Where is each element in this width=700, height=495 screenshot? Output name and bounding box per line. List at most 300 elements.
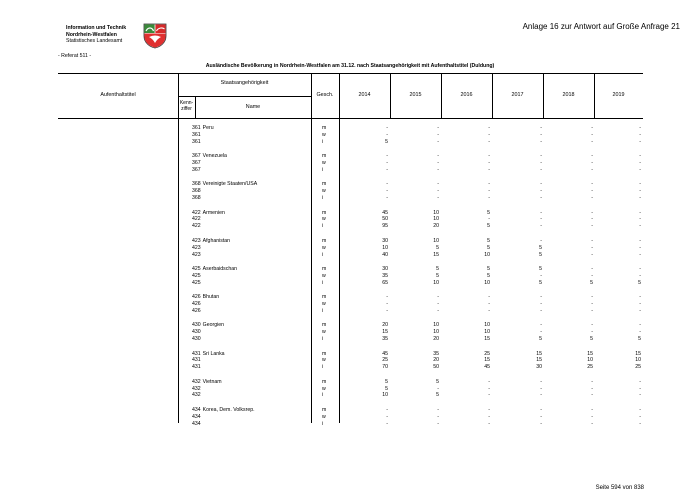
value-cell-2018: - [591, 209, 593, 216]
value-cell-2015: - [437, 385, 439, 392]
value-cell-2017: 5 [539, 251, 542, 258]
org-line-3: Statistisches Landesamt [66, 38, 123, 45]
country-code-name [192, 125, 214, 132]
value-cell-2016: 5 [487, 237, 490, 244]
table-row [0, 329, 700, 336]
value-cell-2014: - [386, 301, 388, 308]
value-cell-2015: 35 [433, 350, 439, 357]
value-cell-2015: - [437, 131, 439, 138]
value-cell-2015: - [437, 406, 439, 413]
sex-cell: i [322, 336, 324, 343]
value-cell-2014: 20 [382, 322, 388, 329]
table-row [0, 210, 700, 217]
value-cell-2017: 15 [536, 357, 542, 364]
value-cell-2017: - [540, 392, 542, 399]
sex-cell: w [322, 413, 326, 420]
value-cell-2019: - [639, 251, 641, 258]
value-cell-2015: - [437, 166, 439, 173]
value-cell-2017: - [540, 131, 542, 138]
table-row [0, 386, 700, 393]
value-cell-2017: - [540, 166, 542, 173]
value-cell-2015: - [437, 153, 439, 160]
sex-cell: i [322, 420, 324, 427]
value-cell-2018: - [591, 251, 593, 258]
value-cell-2016: - [488, 216, 490, 223]
value-cell-2014: - [386, 153, 388, 160]
value-cell-2018: - [591, 307, 593, 314]
value-cell-2018: - [591, 237, 593, 244]
sex-cell: w [322, 188, 326, 195]
value-cell-2017: 15 [536, 350, 542, 357]
header-kennziffer-line-2: ziffer [181, 106, 192, 113]
value-cell-2014: 45 [382, 350, 388, 357]
value-cell-2018: - [591, 420, 593, 427]
value-cell-2018: 5 [590, 279, 593, 286]
country-code: 422 [192, 216, 201, 223]
value-cell-2018: - [591, 125, 593, 131]
value-cell-2015: - [437, 413, 439, 420]
header-geschlecht: Gesch. [316, 92, 334, 98]
country-name: Sri Lanka [202, 350, 225, 357]
value-cell-2015: 10 [433, 279, 439, 286]
sex-cell: w [322, 329, 326, 336]
country-code-name [192, 379, 222, 386]
value-cell-2014: - [386, 181, 388, 188]
sex-cell: m [322, 125, 327, 131]
value-cell-2015: - [437, 294, 439, 301]
country-code-name [192, 407, 255, 414]
value-cell-2016: - [488, 301, 490, 308]
value-cell-2019: 10 [635, 357, 641, 364]
country-code: 426 [192, 307, 201, 314]
value-cell-2016: - [488, 385, 490, 392]
value-cell-2017: - [540, 195, 542, 202]
value-cell-2019: - [639, 307, 641, 314]
value-cell-2016: - [488, 307, 490, 314]
header-year-2016: 2016 [460, 92, 473, 98]
country-name: Afghanistan [202, 237, 231, 244]
value-cell-2014: 45 [382, 209, 388, 216]
value-cell-2019: - [639, 125, 641, 131]
value-cell-2016: - [488, 160, 490, 167]
value-cell-2016: - [488, 166, 490, 173]
value-cell-2018: - [591, 294, 593, 301]
document-title: Anlage 16 zur Antwort auf Große Anfrage 21 [522, 22, 680, 31]
value-cell-2018: - [591, 322, 593, 329]
value-cell-2014: 5 [385, 385, 388, 392]
country-code: 361 [192, 131, 201, 138]
value-cell-2018: - [591, 181, 593, 188]
org-line-1: Information und Technik [66, 25, 127, 31]
value-cell-2017: 30 [536, 364, 542, 371]
country-name: Aserbaidschan [202, 265, 237, 272]
sex-cell: m [322, 153, 327, 160]
country-group [0, 181, 700, 209]
value-cell-2019: - [639, 195, 641, 202]
value-cell-2016: - [488, 406, 490, 413]
value-cell-2019: - [639, 216, 641, 223]
value-cell-2015: - [437, 125, 439, 131]
country-group [0, 294, 700, 322]
header-kennziffer-line-1: Kenn- [179, 100, 194, 106]
country-code: 426 [192, 301, 201, 308]
table-row [0, 181, 700, 188]
value-cell-2018: - [591, 195, 593, 202]
header-aufenthaltstitel: Aufenthaltstitel [100, 92, 136, 98]
value-cell-2014: 30 [382, 237, 388, 244]
sex-cell: m [322, 294, 327, 301]
value-cell-2015: 20 [433, 357, 439, 364]
value-cell-2019: - [639, 153, 641, 160]
value-cell-2018: - [591, 131, 593, 138]
value-cell-2019: 15 [635, 350, 641, 357]
value-cell-2014: 35 [382, 272, 388, 279]
value-cell-2017: - [540, 294, 542, 301]
value-cell-2019: - [639, 166, 641, 173]
table-row [0, 125, 700, 132]
value-cell-2014: - [386, 195, 388, 202]
value-cell-2015: 50 [433, 364, 439, 371]
value-cell-2019: 5 [638, 279, 641, 286]
value-cell-2016: 5 [487, 265, 490, 272]
value-cell-2014: 15 [382, 329, 388, 336]
country-code: 434 [192, 406, 201, 413]
value-cell-2018: - [591, 153, 593, 160]
country-group [0, 407, 700, 435]
value-cell-2019: - [639, 138, 641, 145]
table-row [0, 160, 700, 167]
sex-cell: w [322, 385, 326, 392]
value-cell-2015: 10 [433, 329, 439, 336]
value-cell-2018: 25 [587, 364, 593, 371]
value-cell-2018: - [591, 160, 593, 167]
country-code-name [192, 238, 230, 245]
value-cell-2016: - [488, 125, 490, 131]
table-row [0, 421, 700, 428]
value-cell-2019: - [639, 272, 641, 279]
country-code: 367 [192, 166, 201, 173]
value-cell-2015: - [437, 188, 439, 195]
country-group [0, 125, 700, 153]
value-cell-2017: - [540, 413, 542, 420]
value-cell-2014: 10 [382, 244, 388, 251]
table-row [0, 139, 700, 146]
value-cell-2015: - [437, 181, 439, 188]
country-code: 367 [192, 160, 201, 167]
table-row [0, 407, 700, 414]
country-name: Vietnam [202, 378, 222, 385]
header-year-2014: 2014 [358, 92, 371, 98]
country-group [0, 322, 700, 350]
value-cell-2015: 10 [433, 209, 439, 216]
table-row [0, 266, 700, 273]
table-row [0, 280, 700, 287]
value-cell-2014: - [386, 188, 388, 195]
value-cell-2014: - [386, 413, 388, 420]
value-cell-2019: - [639, 209, 641, 216]
value-cell-2014: - [386, 166, 388, 173]
value-cell-2015: - [437, 160, 439, 167]
value-cell-2017: 5 [539, 336, 542, 343]
sex-cell: i [322, 251, 324, 258]
value-cell-2019: - [639, 392, 641, 399]
country-code-name [192, 351, 225, 358]
country-code: 425 [192, 279, 201, 286]
value-cell-2016: 10 [484, 329, 490, 336]
value-cell-2016: - [488, 138, 490, 145]
value-cell-2019: - [639, 406, 641, 413]
country-code: 422 [192, 209, 201, 216]
country-code: 423 [192, 237, 201, 244]
sex-cell: w [322, 357, 326, 364]
value-cell-2015: 5 [436, 265, 439, 272]
value-cell-2015: - [437, 301, 439, 308]
value-cell-2015: - [437, 420, 439, 427]
value-cell-2016: 5 [487, 223, 490, 230]
table-row [0, 357, 700, 364]
country-code-name [192, 210, 225, 217]
value-cell-2018: 15 [587, 350, 593, 357]
value-cell-2017: - [540, 378, 542, 385]
value-cell-2014: - [386, 160, 388, 167]
value-cell-2018: - [591, 272, 593, 279]
header-year-2017: 2017 [511, 92, 524, 98]
value-cell-2019: - [639, 131, 641, 138]
value-cell-2019: - [639, 420, 641, 427]
table-row [0, 301, 700, 308]
table-row [0, 132, 700, 139]
header-kennziffer [178, 100, 195, 113]
header-bottom-border [58, 118, 643, 119]
value-cell-2016: - [488, 181, 490, 188]
value-cell-2017: - [540, 329, 542, 336]
country-code: 425 [192, 272, 201, 279]
value-cell-2016: 25 [484, 350, 490, 357]
value-cell-2019: - [639, 329, 641, 336]
value-cell-2016: 45 [484, 364, 490, 371]
sex-cell: m [322, 322, 327, 329]
table-row [0, 351, 700, 358]
value-cell-2014: - [386, 131, 388, 138]
value-cell-2016: 5 [487, 272, 490, 279]
value-cell-2018: - [591, 265, 593, 272]
sex-cell: i [322, 392, 324, 399]
table-row [0, 294, 700, 301]
country-name: Korea, Dem. Volksrep. [202, 406, 255, 413]
value-cell-2014: 5 [385, 138, 388, 145]
value-cell-2017: - [540, 301, 542, 308]
value-cell-2019: - [639, 322, 641, 329]
country-name: Bhutan [202, 294, 220, 301]
sex-cell: m [322, 378, 327, 385]
sex-cell: i [322, 166, 324, 173]
value-cell-2019: - [639, 223, 641, 230]
value-cell-2017: - [540, 181, 542, 188]
value-cell-2016: - [488, 420, 490, 427]
table-row [0, 223, 700, 230]
sex-cell: i [322, 138, 324, 145]
value-cell-2014: 25 [382, 357, 388, 364]
value-cell-2017: - [540, 406, 542, 413]
value-cell-2017: - [540, 153, 542, 160]
sex-cell: i [322, 223, 324, 230]
sex-cell: i [322, 195, 324, 202]
value-cell-2019: - [639, 181, 641, 188]
value-cell-2019: - [639, 413, 641, 420]
value-cell-2018: - [591, 188, 593, 195]
value-cell-2019: - [639, 160, 641, 167]
value-cell-2019: - [639, 188, 641, 195]
country-code: 368 [192, 181, 201, 188]
value-cell-2018: - [591, 223, 593, 230]
value-cell-2016: - [488, 378, 490, 385]
country-code: 431 [192, 364, 201, 371]
organization-name [66, 25, 126, 45]
country-name: Georgien [202, 322, 224, 329]
table-row [0, 379, 700, 386]
value-cell-2018: - [591, 216, 593, 223]
country-code: 361 [192, 138, 201, 145]
value-cell-2017: - [540, 209, 542, 216]
country-code: 361 [192, 125, 201, 131]
value-cell-2017: - [540, 322, 542, 329]
value-cell-2015: 20 [433, 336, 439, 343]
value-cell-2014: - [386, 307, 388, 314]
value-cell-2017: - [540, 125, 542, 131]
value-cell-2015: 5 [436, 272, 439, 279]
value-cell-2016: - [488, 153, 490, 160]
country-code-name [192, 181, 257, 188]
country-code: 422 [192, 223, 201, 230]
value-cell-2017: - [540, 216, 542, 223]
value-cell-2017: 5 [539, 265, 542, 272]
value-cell-2016: - [488, 294, 490, 301]
value-cell-2018: - [591, 166, 593, 173]
value-cell-2015: - [437, 138, 439, 145]
value-cell-2015: 10 [433, 216, 439, 223]
value-cell-2014: 30 [382, 265, 388, 272]
value-cell-2019: - [639, 244, 641, 251]
value-cell-2017: - [540, 272, 542, 279]
value-cell-2017: - [540, 188, 542, 195]
value-cell-2014: - [386, 420, 388, 427]
country-code: 367 [192, 153, 201, 160]
country-code: 432 [192, 392, 201, 399]
country-group [0, 210, 700, 238]
value-cell-2019: 25 [635, 364, 641, 371]
country-code: 368 [192, 195, 201, 202]
value-cell-2018: - [591, 378, 593, 385]
value-cell-2017: 5 [539, 244, 542, 251]
country-group [0, 153, 700, 181]
table-row [0, 308, 700, 315]
value-cell-2018: - [591, 385, 593, 392]
value-cell-2017: - [540, 223, 542, 230]
table-row [0, 153, 700, 160]
country-code: 430 [192, 329, 201, 336]
value-cell-2019: - [639, 301, 641, 308]
value-cell-2014: - [386, 125, 388, 131]
country-code-name [192, 322, 224, 329]
table-row [0, 195, 700, 202]
value-cell-2015: - [437, 307, 439, 314]
value-cell-2019: - [639, 237, 641, 244]
sex-cell: w [322, 301, 326, 308]
header-year-2015: 2015 [409, 92, 422, 98]
value-cell-2015: 5 [436, 244, 439, 251]
value-cell-2015: 10 [433, 237, 439, 244]
country-code: 434 [192, 420, 201, 427]
table-row [0, 238, 700, 245]
table-body [0, 125, 700, 435]
value-cell-2017: - [540, 420, 542, 427]
value-cell-2014: 5 [385, 378, 388, 385]
country-code: 423 [192, 251, 201, 258]
table-row [0, 392, 700, 399]
country-code: 434 [192, 413, 201, 420]
value-cell-2017: - [540, 160, 542, 167]
page-number: Seite 594 von 838 [595, 485, 644, 491]
value-cell-2016: 5 [487, 244, 490, 251]
table-row [0, 273, 700, 280]
table-row [0, 336, 700, 343]
value-cell-2017: - [540, 385, 542, 392]
value-cell-2018: - [591, 329, 593, 336]
country-code: 430 [192, 322, 201, 329]
value-cell-2014: 50 [382, 216, 388, 223]
value-cell-2014: 95 [382, 223, 388, 230]
sex-cell: m [322, 265, 327, 272]
country-code: 430 [192, 336, 201, 343]
country-code: 423 [192, 244, 201, 251]
country-name: Venezuela [202, 153, 227, 160]
value-cell-2017: - [540, 307, 542, 314]
table-title: Ausländische Bevölkerung in Nordrhein-Westfalen am 31.12. nach Staatsangehörigkeit mit Aufenthaltstitel (Duldung) [205, 63, 495, 69]
table-row [0, 167, 700, 174]
value-cell-2019: - [639, 385, 641, 392]
sex-cell: i [322, 364, 324, 371]
value-cell-2014: 35 [382, 336, 388, 343]
header-name: Name [245, 104, 261, 110]
value-cell-2017: 5 [539, 279, 542, 286]
sex-cell: w [322, 160, 326, 167]
country-group [0, 351, 700, 379]
sex-cell: i [322, 307, 324, 314]
value-cell-2015: - [437, 195, 439, 202]
value-cell-2016: - [488, 392, 490, 399]
value-cell-2018: - [591, 138, 593, 145]
value-cell-2014: 40 [382, 251, 388, 258]
country-group [0, 379, 700, 407]
value-cell-2019: - [639, 294, 641, 301]
table-row [0, 216, 700, 223]
sex-cell: w [322, 272, 326, 279]
country-name: Armenien [202, 209, 225, 216]
value-cell-2019: - [639, 378, 641, 385]
country-code: 426 [192, 294, 201, 301]
country-code-name [192, 266, 237, 273]
value-cell-2016: 10 [484, 322, 490, 329]
value-cell-2014: 10 [382, 392, 388, 399]
value-cell-2015: 5 [436, 378, 439, 385]
table-row [0, 252, 700, 259]
value-cell-2014: - [386, 406, 388, 413]
value-cell-2014: 65 [382, 279, 388, 286]
value-cell-2018: - [591, 301, 593, 308]
sex-cell: w [322, 244, 326, 251]
subheader-divider [178, 96, 311, 97]
table-row [0, 364, 700, 371]
